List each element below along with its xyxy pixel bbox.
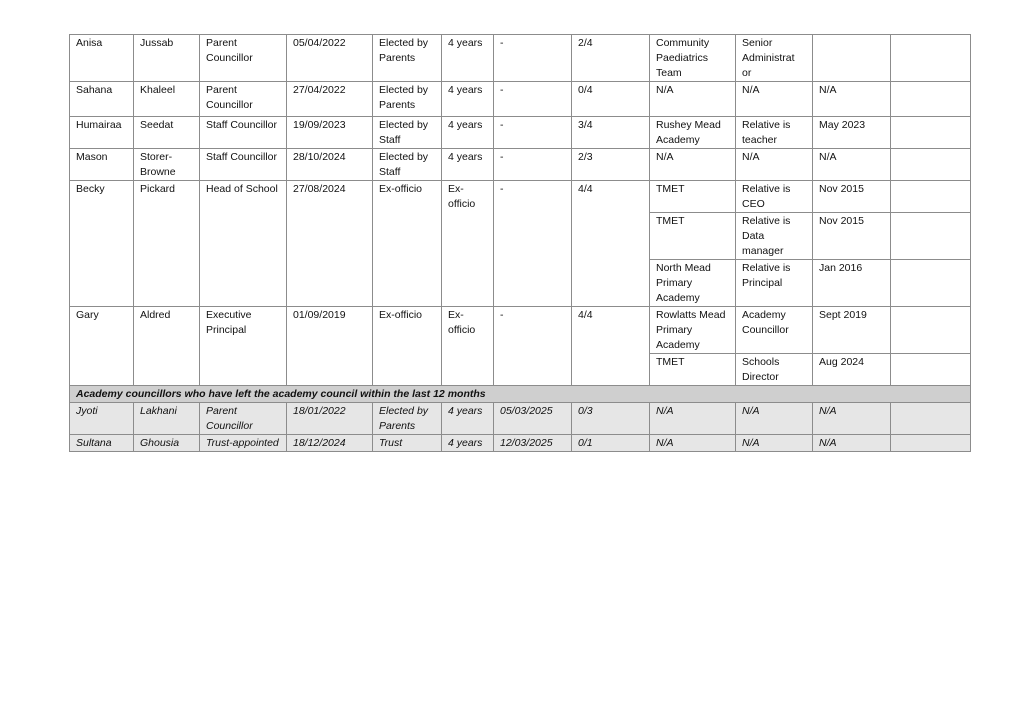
start-date-cell: 28/10/2024 [287, 149, 373, 181]
interest-nature-cell: N/A [736, 435, 813, 452]
first-name-cell: Gary [70, 307, 134, 386]
interest-date-cell: May 2023 [813, 117, 891, 149]
last-name-cell: Seedat [134, 117, 200, 149]
interest-date-cell: N/A [813, 435, 891, 452]
interest-org-cell: Rushey Mead Academy [650, 117, 736, 149]
interest-org-cell: TMET [650, 181, 736, 213]
table-row [70, 307, 971, 354]
attendance-cell: 2/3 [572, 149, 650, 181]
extra-cell [891, 181, 971, 213]
appointed-by-cell: Elected by Parents [373, 82, 442, 117]
interest-org-cell: North Mead Primary Academy [650, 260, 736, 307]
end-date-cell: - [494, 82, 572, 117]
start-date-cell: 27/08/2024 [287, 181, 373, 307]
interest-date-cell: Jan 2016 [813, 260, 891, 307]
term-cell: 4 years [442, 82, 494, 117]
interest-date-cell: Nov 2015 [813, 181, 891, 213]
interest-date-cell: Sept 2019 [813, 307, 891, 354]
role-cell: Staff Councillor [200, 149, 287, 181]
interest-nature-cell: Schools Director [736, 354, 813, 386]
interest-org-cell: Community Paediatrics Team [650, 35, 736, 82]
attendance-cell: 2/4 [572, 35, 650, 82]
table-row [70, 117, 971, 149]
appointed-by-cell: Elected by Parents [373, 403, 442, 435]
extra-cell [891, 354, 971, 386]
start-date-cell: 27/04/2022 [287, 82, 373, 117]
extra-cell [891, 307, 971, 354]
table-row [70, 149, 971, 181]
term-cell: 4 years [442, 435, 494, 452]
appointed-by-cell: Ex-officio [373, 181, 442, 307]
first-name-cell: Sahana [70, 82, 134, 117]
term-cell: 4 years [442, 117, 494, 149]
extra-cell [891, 117, 971, 149]
interest-org-cell: N/A [650, 149, 736, 181]
first-name-cell: Anisa [70, 35, 134, 82]
role-cell: Head of School [200, 181, 287, 307]
term-cell: Ex-officio [442, 307, 494, 386]
appointed-by-cell: Elected by Staff [373, 149, 442, 181]
term-cell: Ex-officio [442, 181, 494, 307]
start-date-cell: 19/09/2023 [287, 117, 373, 149]
interest-date-cell: Nov 2015 [813, 213, 891, 260]
interest-org-cell: N/A [650, 435, 736, 452]
role-cell: Parent Councillor [200, 35, 287, 82]
last-name-cell: Ghousia [134, 435, 200, 452]
interest-nature-cell: Relative is teacher [736, 117, 813, 149]
role-cell: Parent Councillor [200, 403, 287, 435]
interest-date-cell: Aug 2024 [813, 354, 891, 386]
end-date-cell: - [494, 307, 572, 386]
term-cell: 4 years [442, 35, 494, 82]
interest-nature-cell: Academy Councillor [736, 307, 813, 354]
last-name-cell: Pickard [134, 181, 200, 307]
role-cell: Staff Councillor [200, 117, 287, 149]
start-date-cell: 01/09/2019 [287, 307, 373, 386]
end-date-cell: - [494, 35, 572, 82]
role-cell: Parent Councillor [200, 82, 287, 117]
role-cell: Executive Principal [200, 307, 287, 386]
extra-cell [891, 213, 971, 260]
interest-org-cell: TMET [650, 354, 736, 386]
extra-cell [891, 435, 971, 452]
term-cell: 4 years [442, 149, 494, 181]
last-name-cell: Jussab [134, 35, 200, 82]
first-name-cell: Mason [70, 149, 134, 181]
end-date-cell: - [494, 149, 572, 181]
interest-nature-cell: Relative is Data manager [736, 213, 813, 260]
last-name-cell: Lakhani [134, 403, 200, 435]
end-date-cell: 05/03/2025 [494, 403, 572, 435]
start-date-cell: 18/12/2024 [287, 435, 373, 452]
appointed-by-cell: Elected by Staff [373, 117, 442, 149]
role-cell: Trust-appointed [200, 435, 287, 452]
attendance-cell: 0/4 [572, 82, 650, 117]
interest-nature-cell: N/A [736, 403, 813, 435]
last-name-cell: Aldred [134, 307, 200, 386]
interest-date-cell [813, 35, 891, 82]
interest-org-cell: Rowlatts Mead Primary Academy [650, 307, 736, 354]
end-date-cell: - [494, 117, 572, 149]
appointed-by-cell: Elected by Parents [373, 35, 442, 82]
attendance-cell: 0/1 [572, 435, 650, 452]
attendance-cell: 4/4 [572, 307, 650, 386]
attendance-cell: 0/3 [572, 403, 650, 435]
interest-date-cell: N/A [813, 149, 891, 181]
table-row [70, 181, 971, 213]
table-row [70, 403, 971, 435]
attendance-cell: 3/4 [572, 117, 650, 149]
interest-org-cell: TMET [650, 213, 736, 260]
table-row [70, 435, 971, 452]
table-row [70, 35, 971, 82]
interest-date-cell: N/A [813, 403, 891, 435]
interest-nature-cell: N/A [736, 82, 813, 117]
extra-cell [891, 149, 971, 181]
extra-cell [891, 35, 971, 82]
extra-cell [891, 82, 971, 117]
table-row [70, 82, 971, 117]
extra-cell [891, 260, 971, 307]
first-name-cell: Humairaa [70, 117, 134, 149]
appointed-by-cell: Trust [373, 435, 442, 452]
appointed-by-cell: Ex-officio [373, 307, 442, 386]
first-name-cell: Becky [70, 181, 134, 307]
interest-nature-cell: Relative is CEO [736, 181, 813, 213]
extra-cell [891, 403, 971, 435]
interest-date-cell: N/A [813, 82, 891, 117]
end-date-cell: - [494, 181, 572, 307]
attendance-cell: 4/4 [572, 181, 650, 307]
start-date-cell: 18/01/2022 [287, 403, 373, 435]
term-cell: 4 years [442, 403, 494, 435]
section-header-row [70, 386, 971, 403]
interest-nature-cell: N/A [736, 149, 813, 181]
end-date-cell: 12/03/2025 [494, 435, 572, 452]
interest-org-cell: N/A [650, 403, 736, 435]
section-title: Academy councillors who have left the academy council within the last 12 months [70, 386, 971, 403]
interest-nature-cell: Senior Administrat or [736, 35, 813, 82]
start-date-cell: 05/04/2022 [287, 35, 373, 82]
first-name-cell: Sultana [70, 435, 134, 452]
interest-nature-cell: Relative is Principal [736, 260, 813, 307]
interest-org-cell: N/A [650, 82, 736, 117]
first-name-cell: Jyoti [70, 403, 134, 435]
last-name-cell: Storer-Browne [134, 149, 200, 181]
governance-table [69, 34, 971, 452]
last-name-cell: Khaleel [134, 82, 200, 117]
